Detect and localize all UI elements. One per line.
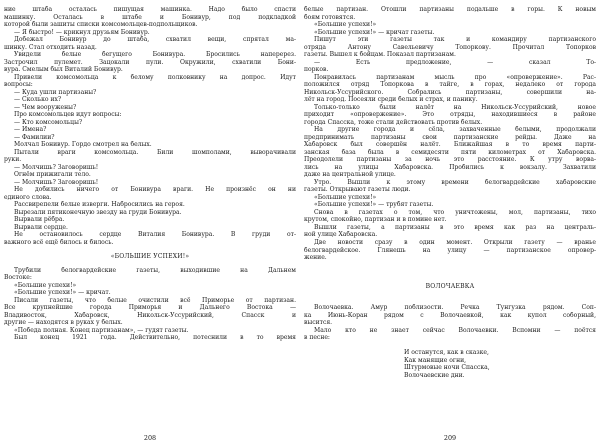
text-line: Вырвали рёбра.: [14, 216, 65, 224]
text-line: «Большие успехи!» — кричат.: [14, 289, 111, 297]
section-heading: ВОЛОЧАЕВКА: [425, 282, 475, 290]
text-line: занская база была в семидесяти пяти километрах от Хабаровска.: [304, 148, 596, 156]
text-line: Не добились ничего от Бонивура враги. Не произнёс он ни: [14, 186, 296, 194]
text-line: даже на центральной улице.: [304, 171, 396, 179]
text-line: вопросы:: [4, 81, 33, 89]
text-line: Никольск-Уссурийского. Собрались партизаны, совершили на-: [304, 88, 596, 96]
poem-line: Волочаевские дни.: [404, 371, 465, 379]
text-line: предпринимать партизаны свои партизанские рейды. Даже на: [304, 133, 596, 141]
text-line: — Молчишь? Заговоришь!: [14, 163, 99, 171]
right-page: [304, 6, 596, 434]
text-line: белые партизан. Отошли партизаны подальше в горы. К новым: [304, 6, 596, 13]
text-line: единого слова.: [4, 193, 52, 201]
text-line: — Молчишь? Заговоришь!: [14, 178, 99, 186]
text-line: «Большие успехи!»: [14, 281, 77, 289]
text-line: порков.: [304, 66, 329, 74]
text-line: положился отряд Топоркова в тайге, в горах, недалеко от города: [304, 81, 596, 89]
section-heading: «БОЛЬШИЕ УСПЕХИ!»: [110, 252, 190, 260]
text-line: Застрочил пулемет. Зацокали пули. Окружили, схватили Бони-: [4, 58, 296, 66]
text-line: ние штаба осталась пишущая машинка. Надо было спасти: [4, 6, 296, 13]
text-line: Волочаевка. Амур поблизости. Речка Тунгузка рядом. Соп-: [314, 304, 596, 312]
text-line: Был конец 1921 года. Действительно, потеснили в то время: [14, 334, 296, 342]
text-line: Про комсомольцев идут вопросы:: [14, 111, 122, 119]
page-number-right: 209: [443, 434, 457, 442]
text-line: Две новости сразу в один момент. Открыли газету — вранье: [314, 238, 596, 246]
text-line: лись на улицы Хабаровска. Пробились к вокзалу. Захватили: [304, 163, 596, 171]
text-line: Пишут эти газеты так и командиру партизанского: [314, 36, 596, 44]
text-line: отряда Антону Савельевичу Топоркову. Прочитал Топорков: [304, 43, 596, 51]
poem-line: И останутся, как в сказке,: [404, 349, 489, 357]
text-line: важного всё ещё билось и билось.: [4, 238, 114, 246]
text-line: «Большие успехи!»: [314, 193, 377, 201]
text-line: другие — находятся в руках у белых.: [4, 319, 123, 327]
text-line: Все крупнейшие города Приморья и Дальнего Востока —: [4, 304, 296, 312]
text-line: лёт на город. Посеяли среди белых и страх, и панику.: [304, 96, 478, 104]
text-line: Привели комсомольца к белому полковнику на допрос. Идут: [14, 73, 296, 81]
left-page: [4, 6, 296, 434]
text-line: газеты. Открывают газеты люди.: [304, 186, 411, 194]
poem-line: Как манящие огни,: [404, 356, 467, 364]
text-line: Утро. Вышли к этому времени белогвардейские хабаровские: [314, 178, 596, 186]
text-line: газеты. Вышел к бойцам. Показал партизанам.: [304, 51, 456, 59]
text-line: — Чем вооружены?: [14, 103, 77, 111]
text-line: — Имена?: [14, 126, 47, 134]
text-line: высится.: [304, 319, 333, 327]
text-line: Вырезали пятиконечную звезду на груди Бонивура.: [14, 208, 182, 216]
text-line: На другие города и сёла, захваченные белыми, продолжали: [314, 126, 596, 134]
spacer: [304, 262, 596, 277]
text-line: крутом, спокойно, партизан и в помине нет.: [304, 216, 447, 224]
spacer: [304, 342, 596, 350]
text-line: Огнём прижигали тело.: [14, 171, 91, 179]
text-line: «Большие успехи!» — кричат газеты.: [314, 28, 435, 36]
text-line: Владивосток, Хабаровск, Никольск-Уссурийский, Спасск и: [4, 311, 296, 319]
spacer: [304, 297, 596, 305]
text-line: приходит «опровержение». Это отряды, находившиеся в районе: [304, 111, 596, 119]
poem-line: Штурмовые ночи Спасска,: [404, 364, 490, 372]
text-line: «Победа полная. Конец партизанам», — гудят газеты.: [14, 326, 189, 334]
text-line: жение.: [304, 254, 327, 262]
page-number-left: 208: [143, 434, 157, 442]
text-line: Рассвирепели белые изверги. Набросились на героя.: [14, 201, 185, 209]
text-line: Добежал Бонивур до штаба, схватил вещи, спрятал ма-: [14, 36, 296, 44]
text-line: Мало кто не знает сейчас Волочаевки. Вспомни — поётся: [314, 326, 596, 334]
text-line: Только-только были налёт на Никольск-Уссурийский, новое: [314, 103, 596, 111]
text-line: — Сколько их?: [14, 96, 62, 104]
text-line: в песне:: [304, 334, 330, 342]
text-line: машинку. Осталась в штабе и Бонивур, под подкладкой: [4, 13, 296, 21]
text-line: Пытали враги комсомольца. Били шомполами, выворачивали: [14, 148, 296, 156]
text-line: Трубили белогвардейские газеты, выходившие на Дальнем: [14, 266, 296, 274]
text-line: ка Июнь-Коран рядом с Волочаевкой, как купол соборный,: [304, 311, 596, 319]
text-line: вура. Смелым был Виталий Бонивур.: [4, 66, 123, 74]
text-line: боям готовятся.: [304, 13, 356, 21]
text-line: — Есть предложение, — сказал То-: [314, 58, 596, 66]
text-line: Вырвали сердце.: [14, 223, 68, 231]
text-line: Понравилась партизанам мысль про «опровержение». Рас-: [314, 73, 596, 81]
text-line: Писали газеты, что белые очистили всё Приморье от партизан.: [14, 296, 296, 304]
text-line: Не остановилось сердце Виталия Бонивура. В груди от-: [14, 231, 296, 239]
text-line: которой были зашиты списки комсомольцев-подпольщиков.: [4, 21, 198, 29]
text-line: — Я быстро! — крикнул друзьям Бонивур.: [14, 28, 150, 36]
text-line: Хабаровск был совершён налёт. Ближайшая в то время парти-: [304, 141, 596, 149]
text-line: Востоке:: [4, 274, 32, 282]
text-line: белогвардейское. Глянешь на улицу — партизанское опровер-: [304, 246, 596, 254]
text-line: Молчал Бонивур. Гордо смотрел на белых.: [14, 141, 152, 149]
text-line: Вышли газеты, а партизаны в это время как раз на централь-: [314, 223, 596, 231]
text-line: шинку. Стал отходить назад.: [4, 43, 97, 51]
text-line: Снова в газетах о том, что уничтожены, мол, партизаны, тихо: [314, 208, 596, 216]
text-line: — Кто комсомольцы?: [14, 118, 83, 126]
text-line: Преодолели партизаны за ночь это расстояние. К утру ворва-: [304, 156, 596, 164]
text-line: руки.: [4, 156, 22, 164]
text-line: ной улице Хабаровска.: [304, 231, 378, 239]
text-line: города Спасска, тоже стали действовать против белых.: [304, 118, 483, 126]
text-line: «Большие успехи!»: [314, 21, 377, 29]
text-line: «Большие успехи!» — трубят газеты.: [314, 201, 434, 209]
text-line: — Куда ушли партизаны?: [14, 88, 97, 96]
text-line: Увидели белые бегущего Бонивура. Бросились наперерез.: [14, 51, 296, 59]
text-line: — Фамилии?: [14, 133, 55, 141]
